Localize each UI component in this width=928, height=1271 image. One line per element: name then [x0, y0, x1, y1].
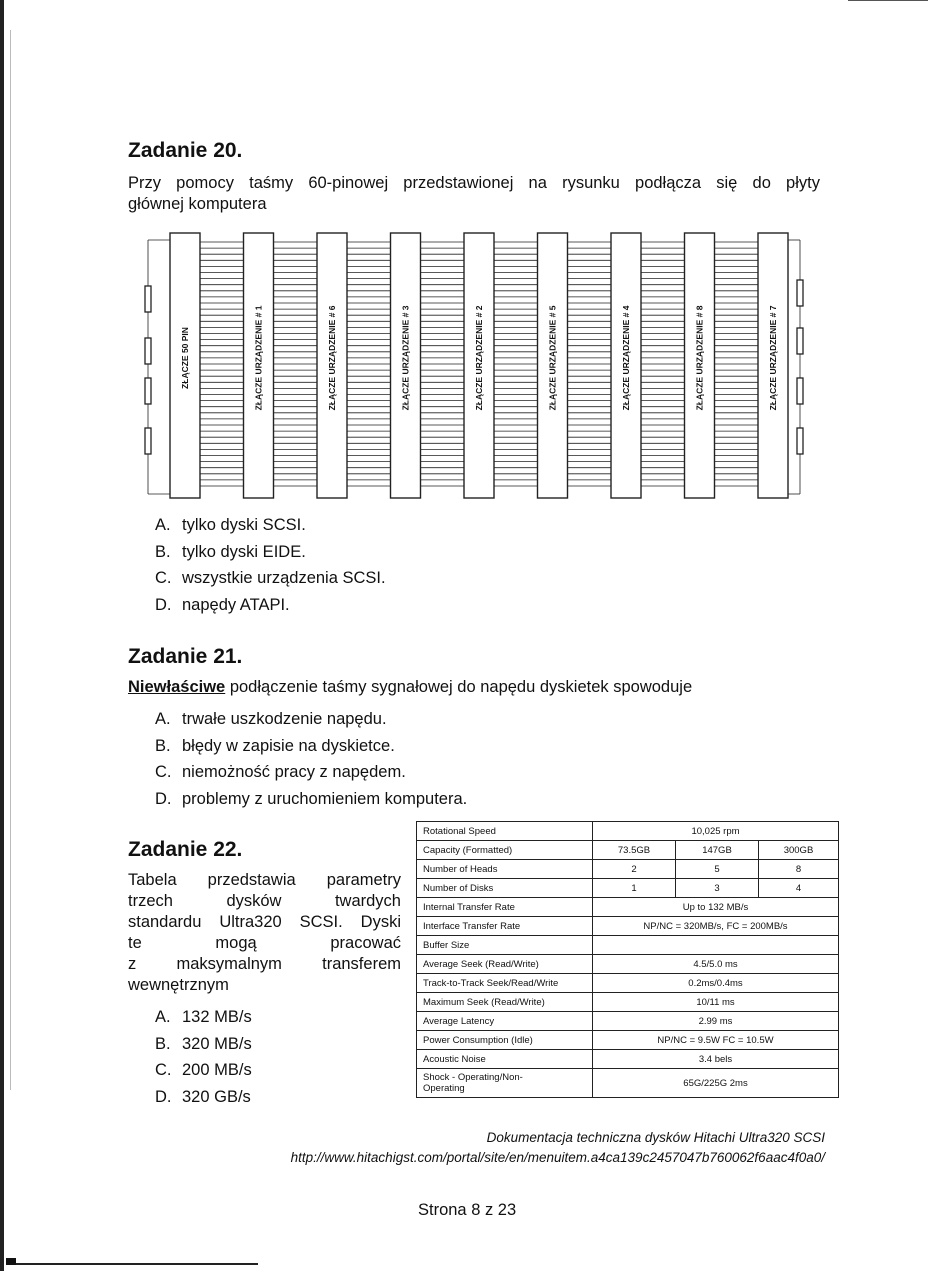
table-value: 4: [759, 879, 839, 898]
scan-edge-left: [0, 0, 4, 1271]
table-label: Track-to-Track Seek/Read/Write: [417, 974, 593, 993]
q21-option-b[interactable]: B. błędy w zapisie na dyskietce.: [155, 736, 395, 755]
connector-label: ZŁĄCZE URZĄDZENIE # 6: [327, 305, 337, 411]
q20-option-d[interactable]: D. napędy ATAPI.: [155, 595, 290, 614]
ribbon-cable-diagram: [140, 228, 810, 502]
cable-connector: [685, 233, 715, 498]
table-value: 3: [676, 879, 759, 898]
connector-label: ZŁĄCZE URZĄDZENIE # 5: [547, 305, 558, 411]
table-value: NP/NC = 320MB/s, FC = 200MB/s: [593, 917, 839, 936]
table-value: Up to 132 MB/s: [593, 898, 839, 917]
table-value: 3.4 bels: [593, 1050, 839, 1069]
q21-option-a[interactable]: A. trwałe uszkodzenie napędu.: [155, 710, 387, 728]
table-value: 4.5/5.0 ms: [593, 955, 839, 974]
q22-text-line2: trzech dysków twardych: [128, 892, 401, 910]
cable-connector: [611, 233, 641, 498]
q21-text-rest: podłączenie taśmy sygnałowej do napędu dyskietek spowoduje: [229, 678, 693, 696]
table-value: 8: [759, 860, 839, 879]
edge-marker: [797, 378, 803, 404]
table-value: NP/NC = 9.5W FC = 10.5W: [593, 1031, 839, 1050]
table-row: [417, 822, 839, 841]
q21-title: Zadanie 21.: [128, 645, 243, 668]
q22-option-b[interactable]: B. 320 MB/s: [155, 1034, 252, 1053]
table-row: [417, 955, 839, 974]
cable-connectors: [170, 233, 788, 498]
cable-connector: [538, 233, 568, 498]
edge-marker: [145, 378, 151, 404]
source-caption-title: Dokumentacja techniczna dysków Hitachi Ultra320 SCSI: [486, 1130, 825, 1145]
q20-option-c[interactable]: C. wszystkie urządzenia SCSI.: [155, 569, 386, 587]
table-row: [417, 841, 839, 860]
table-label: Average Seek (Read/Write): [417, 955, 593, 974]
q21-emphasis: Niewłaściwe: [128, 678, 226, 696]
table-row: [417, 1050, 839, 1069]
q20-option-a[interactable]: A. tylko dyski SCSI.: [155, 516, 306, 534]
table-row: [417, 1012, 839, 1031]
table-value: 300GB: [759, 841, 839, 860]
cable-connector: [758, 233, 788, 498]
table-label: Buffer Size: [417, 936, 593, 955]
table-value: 5: [676, 860, 759, 879]
q22-text-line4: te mogą pracować: [128, 934, 401, 952]
table-label: Interface Transfer Rate: [417, 917, 593, 936]
q20-option-b[interactable]: B. tylko dyski EIDE.: [155, 542, 306, 561]
edge-marker: [797, 328, 803, 354]
table-label: Average Latency: [417, 1012, 593, 1031]
table-label: Power Consumption (Idle): [417, 1031, 593, 1050]
table-value: 1: [593, 879, 676, 898]
q22-text-line1: Tabela przedstawia parametry: [128, 871, 401, 889]
q21-text: [128, 677, 692, 698]
table-label-line2: Operating: [423, 1083, 465, 1094]
q22-text: [128, 870, 401, 996]
edge-marker: [797, 428, 803, 454]
hdd-spec-table: [416, 821, 839, 1098]
table-label: Internal Transfer Rate: [417, 898, 593, 917]
table-value: 10,025 rpm: [593, 822, 839, 841]
table-row: [417, 860, 839, 879]
table-row: [417, 1031, 839, 1050]
table-label: [417, 1069, 593, 1098]
table-value: 2: [593, 860, 676, 879]
q22-text-line3: standardu Ultra320 SCSI. Dyski: [128, 913, 401, 931]
table-value: 0.2ms/0.4ms: [593, 974, 839, 993]
table-value: 73.5GB: [593, 841, 676, 860]
table-value: [593, 936, 839, 955]
connector-label: ZŁĄCZE URZĄDZENIE # 1: [253, 305, 264, 411]
table-row: [417, 917, 839, 936]
table-label: Acoustic Noise: [417, 1050, 593, 1069]
connector-label: ZŁĄCZE URZĄDZENIE # 7: [768, 305, 778, 411]
connector-label: ZŁĄCZE 50 PIN: [180, 327, 190, 389]
connector-label: ZŁĄCZE URZĄDZENIE # 8: [694, 305, 705, 411]
connector-label: ZŁĄCZE URZĄDZENIE # 4: [621, 305, 631, 411]
q22-option-d[interactable]: D. 320 GB/s: [155, 1087, 251, 1106]
edge-marker: [145, 338, 151, 364]
connector-label: ZŁĄCZE URZĄDZENIE # 3: [400, 305, 411, 411]
q21-option-c[interactable]: C. niemożność pracy z napędem.: [155, 763, 406, 781]
q22-text-line6: wewnętrznym: [128, 976, 229, 994]
edge-marker: [145, 428, 151, 454]
table-label: Capacity (Formatted): [417, 841, 593, 860]
scan-edge-top: [848, 0, 928, 1]
cable-connector: [170, 233, 200, 498]
table-row: [417, 993, 839, 1012]
q21-option-d[interactable]: D. problemy z uruchomieniem komputera.: [155, 789, 468, 808]
q22-title: Zadanie 22.: [128, 838, 243, 861]
q22-text-line5: z maksymalnym transferem: [128, 955, 401, 973]
table-row: [417, 974, 839, 993]
q20-text-line1: Przy pomocy taśmy 60-pinowej przedstawionej na rysunku podłącza się do płyty: [128, 174, 820, 192]
edge-marker: [797, 280, 803, 306]
table-label: Maximum Seek (Read/Write): [417, 993, 593, 1012]
table-value: 65G/225G 2ms: [593, 1069, 839, 1098]
q22-options: [155, 1004, 252, 1110]
table-label: Number of Heads: [417, 860, 593, 879]
q22-option-a[interactable]: A. 132 MB/s: [155, 1008, 252, 1026]
q20-text-line2: głównej komputera: [128, 195, 267, 213]
q20-title: Zadanie 20.: [128, 139, 243, 162]
table-value: 2.99 ms: [593, 1012, 839, 1031]
q22-option-c[interactable]: C. 200 MB/s: [155, 1061, 252, 1079]
connector-label: ZŁĄCZE URZĄDZENIE # 2: [474, 305, 484, 411]
cable-connector: [244, 233, 274, 498]
table-label-line1: Shock - Operating/Non-: [423, 1072, 523, 1083]
cable-connector: [317, 233, 347, 498]
table-label: Number of Disks: [417, 879, 593, 898]
scan-edge-line: [10, 30, 11, 1090]
table-label: Rotational Speed: [417, 822, 593, 841]
table-row: [417, 1069, 839, 1098]
edge-marker: [145, 286, 151, 312]
table-row: [417, 898, 839, 917]
cable-connector: [391, 233, 421, 498]
q21-options: [155, 706, 467, 812]
q20-options: [155, 512, 386, 618]
table-value: 10/11 ms: [593, 993, 839, 1012]
scan-mark: [6, 1258, 16, 1265]
source-caption-url[interactable]: http://www.hitachigst.com/portal/site/en/menuitem.a4ca139c2457047b760062f6aac4f0a0/: [290, 1150, 825, 1165]
table-row: [417, 879, 839, 898]
table-value: 147GB: [676, 841, 759, 860]
cable-connector: [464, 233, 494, 498]
scan-edge-bottom: [8, 1263, 258, 1265]
page-number: Strona 8 z 23: [418, 1201, 517, 1219]
table-row: [417, 936, 839, 955]
